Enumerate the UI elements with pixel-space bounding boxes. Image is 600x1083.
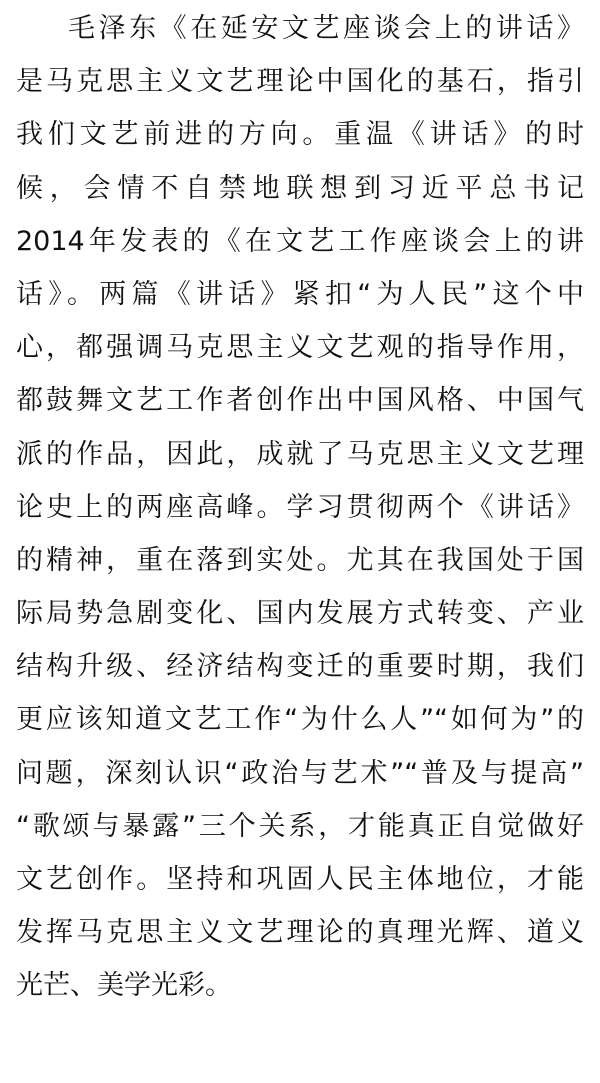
text-line: 都鼓舞文艺工作者创作出中国风格、中国气 bbox=[16, 385, 584, 417]
text-line: “歌颂与暴露”三个关系，才能真正自觉做好 bbox=[16, 810, 584, 842]
text-line: 的精神，重在落到实处。尤其在我国处于国 bbox=[16, 544, 584, 576]
article-body bbox=[16, 2, 584, 1013]
text-line: 心，都强调马克思主义文艺观的指导作用， bbox=[16, 332, 584, 364]
text-line: 派的作品，因此，成就了马克思主义文艺理 bbox=[16, 438, 584, 470]
text-line: 光芒、美学光彩。 bbox=[16, 970, 232, 1002]
text-line: 文艺创作。坚持和巩固人民主体地位，才能 bbox=[16, 864, 584, 895]
text-line: 际局势急剧变化、国内发展方式转变、产业 bbox=[16, 598, 584, 630]
text-line: 毛泽东《在延安文艺座谈会上的讲话》 bbox=[68, 13, 584, 44]
text-line: 是马克思主义文艺理论中国化的基石，指引 bbox=[16, 66, 584, 98]
text-line: 候，会情不自禁地联想到习近平总书记 bbox=[16, 172, 584, 204]
text-line: 我们文艺前进的方向。重温《讲话》的时 bbox=[16, 119, 584, 151]
text-line: 更应该知道文艺工作“为什么人”“如何为”的 bbox=[16, 704, 584, 736]
text-line: 结构升级、经济结构变迁的重要时期，我们 bbox=[16, 651, 584, 683]
text-line: 话》。两篇《讲话》紧扣“为人民”这个中 bbox=[16, 278, 584, 310]
text-line: 发挥马克思主义文艺理论的真理光辉、道义 bbox=[16, 917, 584, 949]
text-line: 问题，深刻认识“政治与艺术”“普及与提高” bbox=[16, 757, 584, 789]
text-line: 2014年发表的《在文艺工作座谈会上的讲 bbox=[16, 225, 584, 257]
text-line: 论史上的两座高峰。学习贯彻两个《讲话》 bbox=[16, 491, 584, 523]
